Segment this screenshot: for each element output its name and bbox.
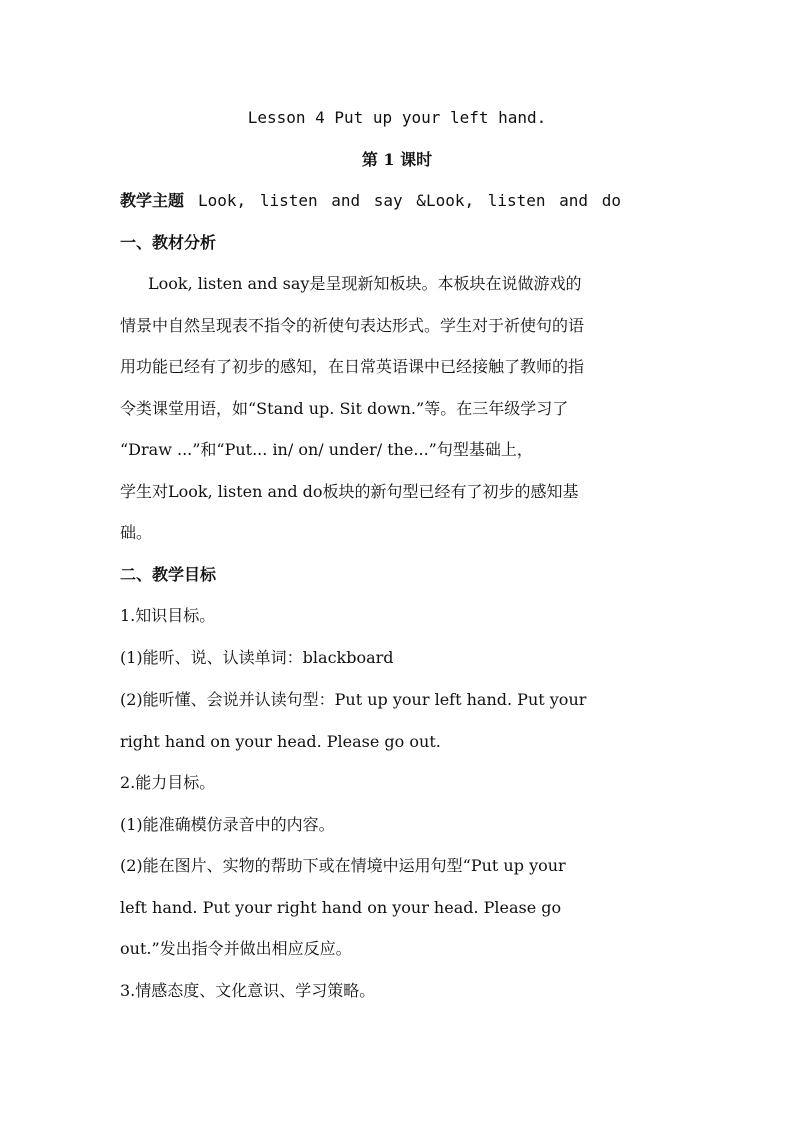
objective-line: left hand. Put your right hand on your head. Please go [120, 898, 562, 917]
objective-line: 1.知识目标。 [120, 606, 216, 625]
section-heading-materials: 一、教材分析 [120, 233, 217, 252]
objective-line: out.”发出指令并做出相应反应。 [120, 939, 352, 958]
paragraph-line: Look, listen and say是呈现新知板块。本板块在说做游戏的 [148, 274, 582, 293]
session-title: 第 1 课时 [361, 150, 433, 169]
objective-line: (2)能听懂、会说并认读句型：Put up your left hand. Put your [120, 690, 587, 709]
section-heading-objectives: 二、教学目标 [120, 565, 217, 584]
paragraph-line: 情景中自然呈现表不指令的祈使句表达形式。学生对于祈使句的语 [120, 316, 585, 335]
objective-line: 2.能力目标。 [120, 773, 216, 792]
objective-line: (1)能听、说、认读单词：blackboard [120, 648, 394, 667]
objective-line: 3.情感态度、文化意识、学习策略。 [120, 981, 376, 1000]
teaching-subject-text: Look, listen and say &Look, listen and do [198, 191, 621, 210]
lesson-title: Lesson 4 Put up your left hand. [247, 108, 547, 127]
paragraph-line: “Draw ...”和“Put... in/ on/ under/ the...”句型基础上， [120, 440, 533, 459]
paragraph-line: 令类课堂用语，如“Stand up. Sit down.”等。在三年级学习了 [120, 399, 569, 418]
paragraph-line: 用功能已经有了初步的感知，在日常英语课中已经接触了教师的指 [120, 357, 585, 376]
objective-line: (2)能在图片、实物的帮助下或在情境中运用句型“Put up your [120, 856, 566, 875]
teaching-subject-label: 教学主题 [120, 191, 185, 210]
teaching-subject [120, 191, 621, 211]
paragraph-line: 础。 [120, 523, 153, 542]
objective-line: (1)能准确模仿录音中的内容。 [120, 815, 335, 834]
paragraph-line: 学生对Look, listen and do板块的新句型已经有了初步的感知基 [120, 482, 579, 501]
objective-line: right hand on your head. Please go out. [120, 732, 441, 751]
